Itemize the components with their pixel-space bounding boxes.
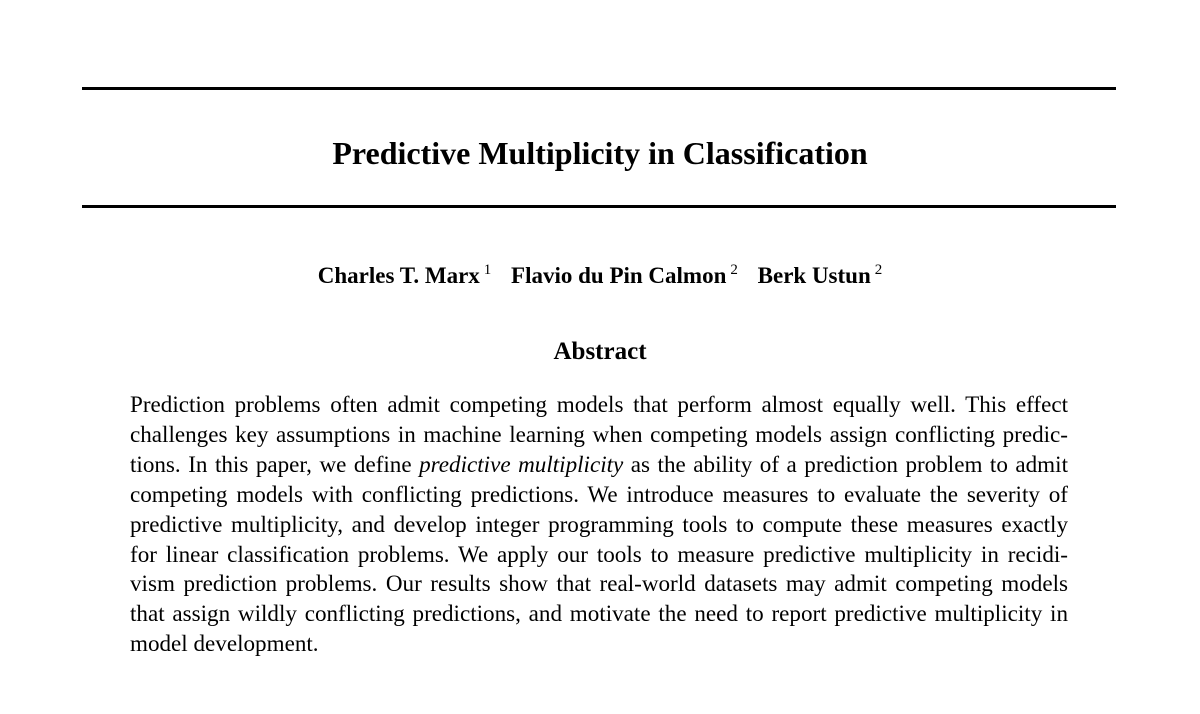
abstract-italic-term: predictive multiplicity [419,450,624,477]
author-list [0,253,1200,293]
abstract-body [130,390,1068,659]
author [511,253,738,293]
author [318,253,492,293]
abstract-text: competing models with conflicting predictions. We introduce measures to evaluate the severity of [130,480,1068,507]
author-name: Flavio du Pin Calmon [511,263,727,288]
abstract-text: vism prediction problems. Our results show that real-world datasets may admit competing models [130,570,1068,597]
abstract-text: for linear classification problems. We apply our tools to measure predictive multiplicity in recidi- [130,540,1068,567]
author [758,253,883,293]
abstract-line [130,629,1068,659]
abstract-text: tions. In this paper, we define [130,450,420,477]
author-affiliation: 1 [483,262,492,278]
author-affiliation: 2 [730,262,738,278]
bottom-title-rule [82,205,1116,208]
abstract-text: predictive multiplicity, and develop integer programming tools to compute these measures exactly [130,510,1068,537]
abstract-line [130,390,1068,420]
paper-title: Predictive Multiplicity in Classification [332,135,868,171]
abstract-line [130,480,1068,510]
abstract-line [130,450,1068,480]
abstract-line [130,599,1068,629]
author-name: Berk Ustun [757,263,871,288]
top-title-rule [82,87,1116,90]
author-name: Charles T. Marx [317,263,480,288]
abstract-text: that assign wildly conflicting predictions, and motivate the need to report predictive multiplicity in [130,600,1068,627]
abstract-text: model development. [130,630,319,657]
abstract-line [130,420,1068,450]
abstract-text: as the ability of a prediction problem to admit [623,450,1068,477]
abstract-text: challenges key assumptions in machine learning when competing models assign conflicting predic- [130,420,1068,447]
author-affiliation: 2 [874,262,883,278]
abstract-text: Prediction problems often admit competing models that perform almost equally well. This effect [130,391,1068,417]
abstract-line [130,569,1068,599]
abstract-line [130,540,1068,570]
abstract-heading: Abstract [553,338,647,365]
abstract-line [130,510,1068,540]
